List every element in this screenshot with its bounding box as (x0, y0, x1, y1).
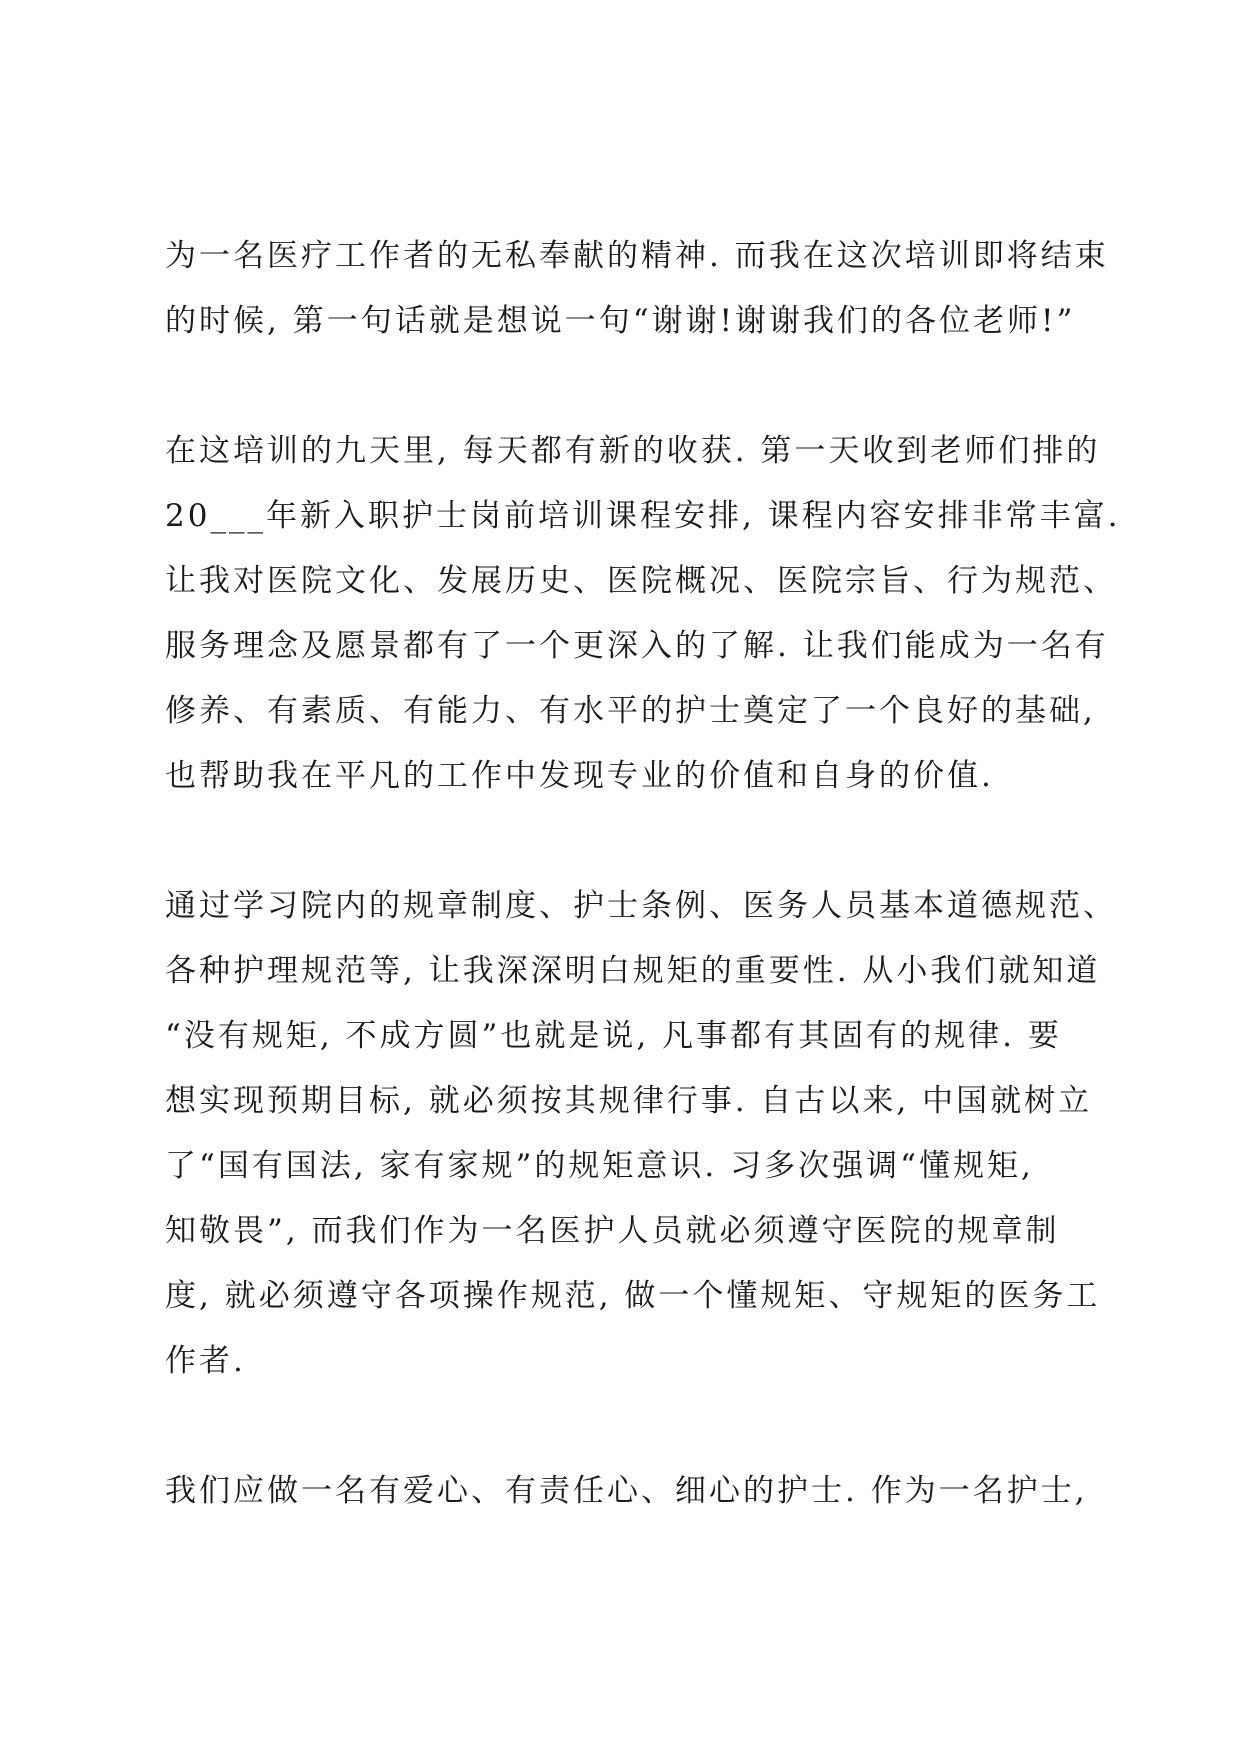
text-line: 想实现预期目标, 就必须按其规律行事. 自古以来, 中国就树立 (165, 1083, 1093, 1119)
text-line: 也帮助我在平凡的工作中发现专业的价值和自身的价值. (165, 758, 994, 794)
text-line: 了“国有国法, 家有家规”的规矩意识. 习多次强调“懂规矩, (165, 1148, 1034, 1184)
paragraph-2 (165, 419, 1121, 809)
text-line: 为一名医疗工作者的无私奉献的精神. 而我在这次培训即将结束 (165, 238, 1109, 274)
text-line: 度, 就必须遵守各项操作规范, 做一个懂规矩、守规矩的医务工 (165, 1278, 1101, 1314)
text-line: 我们应做一名有爱心、有责任心、细心的护士. 作为一名护士, (165, 1473, 1088, 1509)
text-line: 修养、有素质、有能力、有水平的护士奠定了一个良好的基础, (165, 693, 1096, 729)
text-line: 作者. (165, 1343, 246, 1379)
text-line: 的时候, 第一句话就是想说一句“谢谢!谢谢我们的各位老师!” (165, 303, 1076, 339)
document-body (165, 224, 1121, 1589)
text-line: 通过学习院内的规章制度、护士条例、医务人员基本道德规范、 (165, 888, 1117, 924)
text-line: 让我对医院文化、发展历史、医院概况、医院宗旨、行为规范、 (165, 563, 1117, 599)
text-line: 在这培训的九天里, 每天都有新的收获. 第一天收到老师们排的 (165, 433, 1101, 469)
text-line: 20___年新入职护士岗前培训课程安排, 课程内容安排非常丰富. (165, 498, 1121, 534)
text-line: 各种护理规范等, 让我深深明白规矩的重要性. 从小我们就知道 (165, 953, 1101, 989)
text-line: 知敬畏”, 而我们作为一名医护人员就必须遵守医院的规章制 (165, 1213, 1060, 1249)
paragraph-4 (165, 1459, 1095, 1524)
text-line: “没有规矩, 不成方圆”也就是说, 凡事都有其固有的规律. 要 (165, 1018, 1062, 1054)
text-line: 服务理念及愿景都有了一个更深入的了解. 让我们能成为一名有 (165, 628, 1109, 664)
paragraph-3 (165, 874, 1117, 1394)
paragraph-1 (165, 224, 1109, 354)
